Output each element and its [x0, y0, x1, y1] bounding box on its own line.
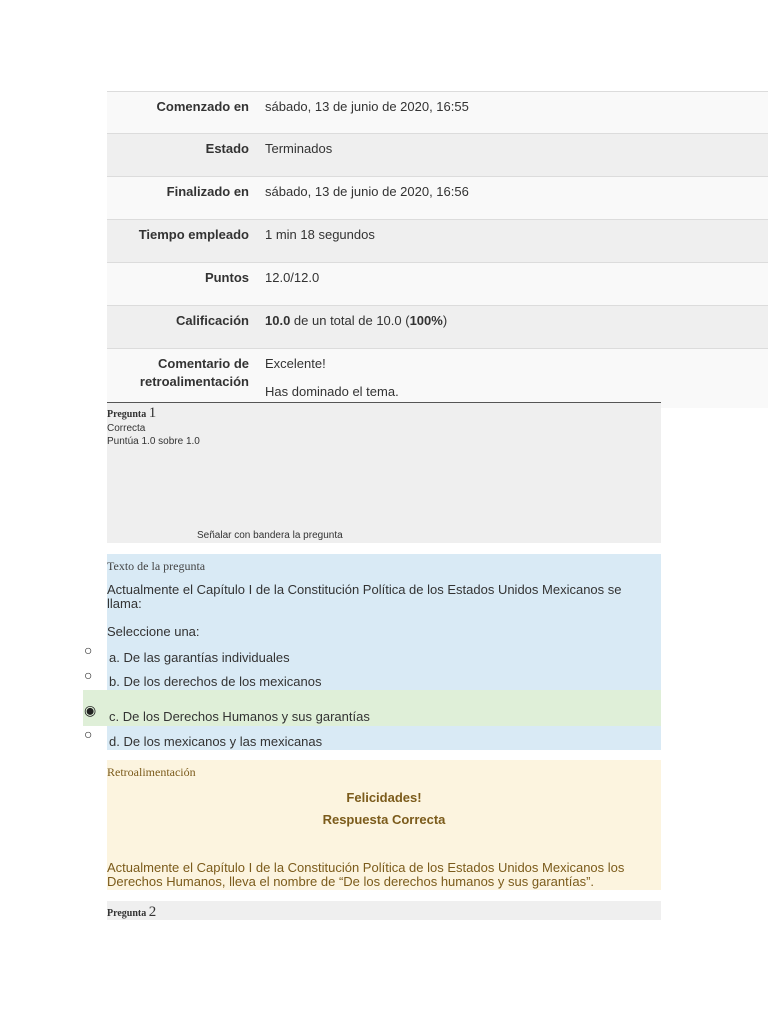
question-text-label: Texto de la pregunta — [107, 559, 206, 573]
summary-row-feedback — [107, 348, 768, 408]
question-number-value: 2 — [148, 904, 157, 920]
answer-option-a[interactable]: a. De las garantías individuales — [109, 650, 290, 665]
summary-label: Puntos — [204, 270, 249, 285]
question-text: Actualmente el Capítulo I de la Constitución Política de los Estados Unidos Mexicanos se llama: — [107, 582, 622, 611]
summary-row-grade — [107, 305, 768, 348]
flag-question-link[interactable]: Señalar con bandera la pregunta — [197, 530, 343, 541]
question-info-panel — [107, 403, 661, 543]
summary-value: sábado, 13 de junio de 2020, 16:55 — [265, 99, 469, 114]
summary-label: Calificación — [176, 313, 249, 328]
summary-value — [257, 349, 768, 408]
summary-label: Estado — [205, 141, 249, 156]
summary-row-state — [107, 133, 768, 176]
question-word: Pregunta — [107, 409, 147, 420]
grade-close: ) — [442, 313, 448, 328]
feedback-text: Actualmente el Capítulo I de la Constitución Política de los Estados Unidos Mexicanos los Derechos Humanos, lleva el nombre de “De los derechos humanos y sus garantías”. — [107, 860, 625, 889]
summary-row-started — [107, 91, 768, 133]
summary-value: 12.0/12.0 — [265, 270, 320, 285]
summary-row-finished — [107, 176, 768, 219]
question-number-value: 1 — [148, 405, 157, 421]
question-number — [107, 405, 156, 422]
feedback-label: Retroalimentación — [107, 765, 196, 779]
feedback-subtitle: Respuesta Correcta — [322, 812, 446, 827]
radio-option-a[interactable]: ○ — [84, 642, 93, 658]
grade-score: 10.0 — [265, 313, 291, 328]
attempt-summary-table — [107, 91, 768, 408]
summary-value — [257, 306, 768, 348]
answer-prompt: Seleccione una: — [107, 624, 200, 639]
summary-value: 1 min 18 segundos — [265, 227, 375, 242]
summary-label-line1: Comentario de — [157, 356, 249, 371]
summary-value: Terminados — [265, 141, 333, 156]
summary-label-line2: retroalimentación — [139, 374, 249, 389]
feedback-panel — [107, 760, 661, 890]
radio-option-b[interactable]: ○ — [84, 667, 93, 683]
question-word: Pregunta — [107, 908, 147, 919]
question-2-header — [107, 901, 661, 920]
radio-option-c[interactable]: ◉ — [84, 702, 97, 718]
summary-label: Finalizado en — [166, 184, 249, 199]
grade-percent: 100% — [409, 313, 443, 328]
feedback-title: Felicidades! — [346, 790, 422, 805]
summary-row-marks — [107, 262, 768, 305]
summary-row-time-taken — [107, 219, 768, 262]
answer-option-b[interactable]: b. De los derechos de los mexicanos — [109, 674, 322, 689]
grade-total: de un total de 10.0 ( — [290, 313, 410, 328]
question-number — [107, 904, 156, 921]
summary-label: Tiempo empleado — [138, 227, 249, 242]
feedback-comment-line2: Has dominado el tema. — [265, 384, 399, 399]
answer-option-d[interactable]: d. De los mexicanos y las mexicanas — [109, 734, 323, 749]
answer-option-c[interactable]: c. De los Derechos Humanos y sus garantías — [109, 709, 370, 724]
summary-label: Comenzado en — [156, 99, 249, 114]
summary-value: sábado, 13 de junio de 2020, 16:56 — [265, 184, 469, 199]
feedback-comment-line1: Excelente! — [265, 356, 326, 371]
question-state: Correcta — [107, 423, 146, 434]
summary-label — [107, 349, 257, 408]
radio-option-d[interactable]: ○ — [84, 726, 93, 742]
question-grade: Puntúa 1.0 sobre 1.0 — [107, 436, 200, 447]
